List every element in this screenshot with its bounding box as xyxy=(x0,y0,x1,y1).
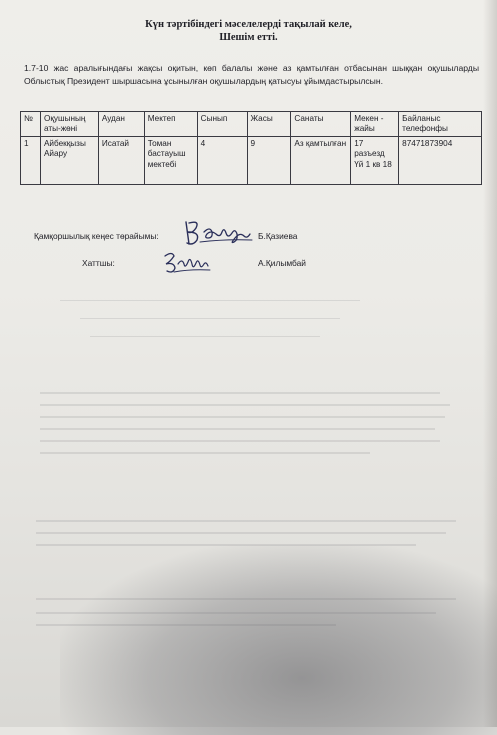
table-header-row xyxy=(21,112,482,137)
header-grade: Сынып xyxy=(197,112,247,137)
header-phone: Байланыс телефонфы xyxy=(399,112,482,137)
decision-heading xyxy=(0,18,497,44)
student-table xyxy=(20,111,482,185)
photo-shadow xyxy=(60,545,497,735)
heading-line-2: Шешім етті. xyxy=(219,32,278,43)
header-student-name: Оқушының аты-жөні xyxy=(40,112,98,137)
header-age: Жасы xyxy=(247,112,291,137)
cell-number: 1 xyxy=(21,137,41,185)
bleed-through-line xyxy=(36,544,416,546)
secretary-name: А.Қилымбай xyxy=(258,258,306,268)
cell-phone: 87471873904 xyxy=(399,137,482,185)
secretary-signature-icon xyxy=(160,248,216,276)
bleed-through-line xyxy=(60,300,360,301)
bleed-through-line xyxy=(36,624,336,626)
bleed-through-line xyxy=(40,452,370,454)
table-row xyxy=(21,137,482,185)
cell-age: 9 xyxy=(247,137,291,185)
secretary-label: Хаттшы: xyxy=(82,258,115,268)
decision-paragraph: 1.7-10 жас аралығындағы жақсы оқитын, көп балалы және аз қамтылған отбасынан шыққан оқушыларды Облыстық Президент шыршасына ұсынылған оқушылардың қатысуы ұйымдастырылсын. xyxy=(24,63,479,86)
chair-name: Б.Қазиева xyxy=(258,231,298,241)
bleed-through-line xyxy=(80,318,340,319)
header-category: Санаты xyxy=(291,112,351,137)
bleed-through-line xyxy=(36,612,436,614)
header-school: Мектеп xyxy=(144,112,197,137)
heading-line-1: Күн тәртібіндегі мәселелерді тақылай келе, xyxy=(145,19,352,30)
page-edge-shade xyxy=(483,0,497,727)
header-address: Мекен - жайы xyxy=(351,112,399,137)
bleed-through-line xyxy=(40,428,435,430)
cell-district: Исатай xyxy=(98,137,144,185)
bleed-through-line xyxy=(90,336,320,337)
chair-label: Қамқоршылық кеңес төрайымы: xyxy=(34,231,159,241)
bleed-through-line xyxy=(40,440,440,442)
cell-category: Аз қамтылған xyxy=(291,137,351,185)
header-district: Аудан xyxy=(98,112,144,137)
cell-address: 17 разъезд Үй 1 кв 18 xyxy=(351,137,399,185)
chair-signature-icon xyxy=(180,218,260,248)
bleed-through-line xyxy=(36,532,446,534)
cell-student-name: Айбекқызы Айару xyxy=(40,137,98,185)
bleed-through-line xyxy=(36,598,456,600)
bleed-through-line xyxy=(40,416,445,418)
bleed-through-line xyxy=(40,392,440,394)
bleed-through-line xyxy=(36,520,456,522)
header-number: № xyxy=(21,112,41,137)
cell-grade: 4 xyxy=(197,137,247,185)
bleed-through-line xyxy=(40,404,450,406)
cell-school: Томан бастауыш мектебі xyxy=(144,137,197,185)
